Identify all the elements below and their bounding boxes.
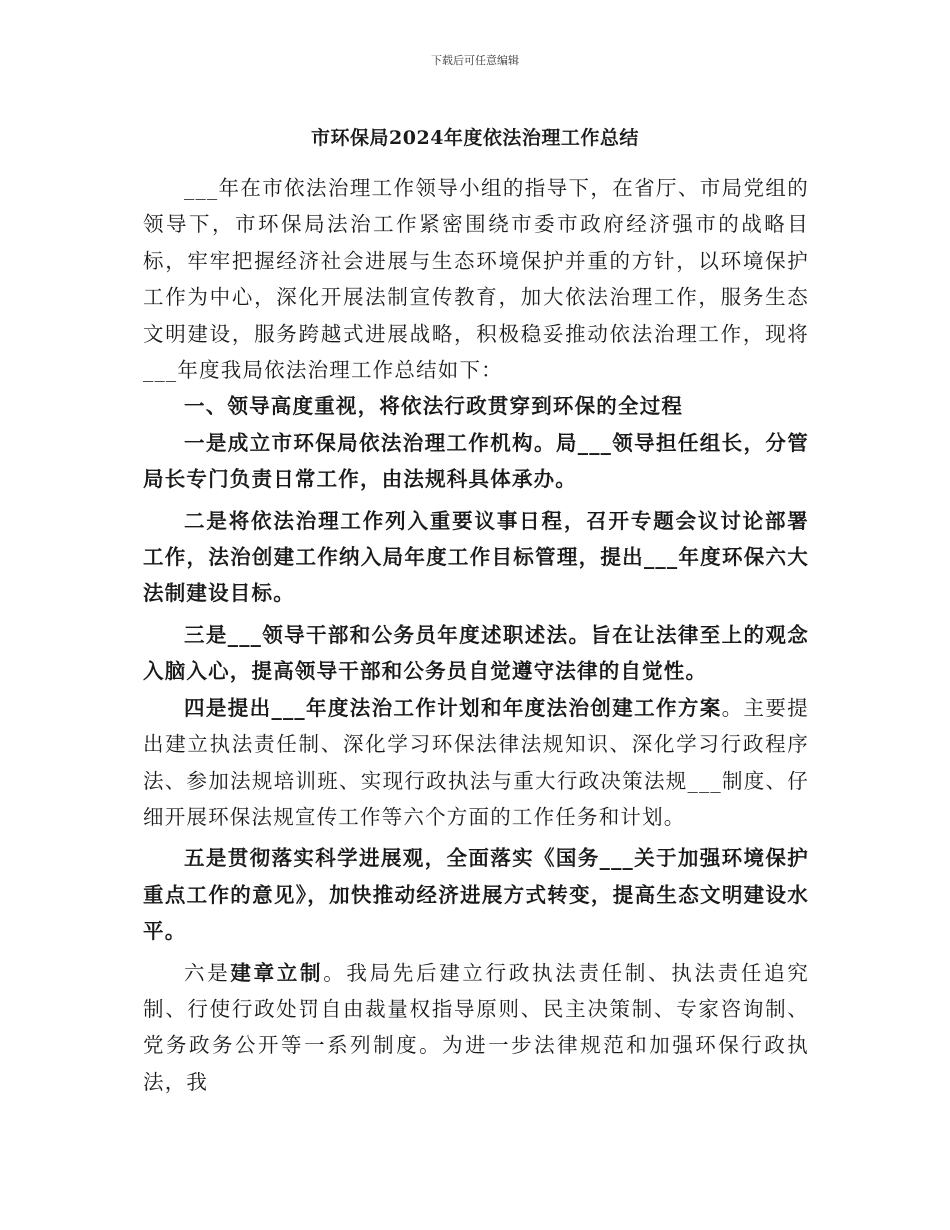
- point-4-lead: 四是提出___年度法治工作计划和年度法治创建工作方案: [184, 695, 722, 720]
- point-6-paragraph: [143, 955, 809, 1101]
- point-4-rest: 。主要提出建立执法责任制、深化学习环保法律法规知识、深化学习行政程序法、参加法规培训班、实现行政执法与重大行政决策法规___制度、仔细开展环保法规宣传工作等六个方面的工作任务和计划。: [143, 695, 809, 829]
- point-4-paragraph: [143, 690, 809, 836]
- document-body: [143, 170, 809, 1100]
- point-5-paragraph: 五是贯彻落实科学进展观，全面落实《国务___关于加强环境保护重点工作的意见》，加快推动经济进展方式转变，提高生态文明建设水平。: [143, 846, 809, 944]
- point-6-rest: 。我局先后建立行政执法责任制、执法责任追究制、行使行政处罚自由裁量权指导原则、民主决策制、专家咨询制、党务政务公开等一系列制度。为进一步法律规范和加强环保行政执法，我: [143, 960, 809, 1094]
- point-3-paragraph: 三是___领导干部和公务员年度述职述法。旨在让法律至上的观念入脑入心，提高领导干部和公务员自觉遵守法律的自觉性。: [143, 622, 809, 684]
- point-6-lead-plain: 六是: [184, 960, 231, 985]
- point-6-lead-bold: 建章立制: [230, 960, 324, 985]
- point-1-paragraph: 一是成立市环保局依法治理工作机构。局___领导担任组长，分管局长专门负责日常工作，由法规科具体承办。: [143, 430, 809, 492]
- page-header-note: 下载后可任意编辑: [431, 54, 519, 67]
- document-title: 市环保局2024年度依法治理工作总结: [311, 127, 639, 149]
- intro-paragraph: ___年在市依法治理工作领导小组的指导下，在省厅、市局党组的领导下，市环保局法治工作紧密围绕市委市政府经济强市的战略目标，牢牢把握经济社会进展与生态环境保护并重的方针，以环境保护工作为中心，深化开展法制宣传教育，加大依法治理工作，服务生态文明建设，服务跨越式进展战略，积极稳妥推动依法治理工作，现将___年度我局依法治理工作总结如下：: [143, 176, 809, 383]
- point-2-paragraph: 二是将依法治理工作列入重要议事日程，召开专题会议讨论部署工作，法治创建工作纳入局年度工作目标管理，提出___年度环保六大法制建设目标。: [143, 508, 809, 606]
- section-heading-1: 一、领导高度重视，将依法行政贯穿到环保的全过程: [184, 394, 684, 419]
